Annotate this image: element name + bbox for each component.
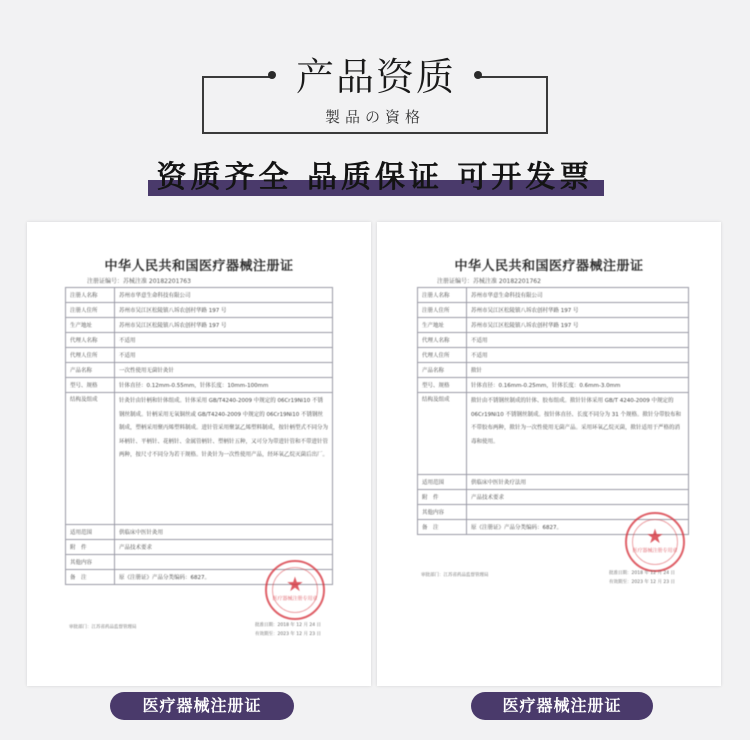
title-dot-right bbox=[474, 71, 482, 79]
row-value: 针体直径：0.12mm-0.55mm，针体长度：10mm-100mm bbox=[115, 378, 333, 393]
slogan: 资质齐全 品质保证 可开发票 bbox=[156, 160, 594, 195]
row-label: 附 件 bbox=[66, 540, 115, 555]
registration-number: 注册证编号：苏械注准 20182201762 bbox=[437, 278, 541, 285]
row-value: 不适用 bbox=[467, 333, 689, 348]
seal-star-icon: ★ bbox=[646, 524, 664, 548]
row-label: 型号、规格 bbox=[66, 378, 115, 393]
row-value: 针灸针由针柄和针体组成。针体采用 GB/T4240-2009 中规定的 06Cr19Ni10 不锈钢丝制成。针柄采用无氧铜丝或 GB/T4240-2009 中规定的 06Cr19Ni10 不锈钢丝制成，塑柄采用聚丙烯塑料制成。进针管采用聚氯乙烯塑料制成，按针柄型式不同分为环柄针、平柄针、花柄针、金属管柄针、塑柄针五种，又可分为带进针管和不带进针管两种，按尺寸不同分为若干规格。针灸针为一次性使用产品，经环氧乙烷灭菌后出厂。 bbox=[115, 393, 333, 525]
row-value: 供临床中医针灸疗法用 bbox=[467, 475, 689, 490]
certificate-table bbox=[417, 287, 689, 535]
row-label: 注册人住所 bbox=[418, 303, 467, 318]
row-label: 生产地址 bbox=[418, 318, 467, 333]
row-value: 不适用 bbox=[467, 348, 689, 363]
certificate-document-right bbox=[377, 222, 721, 686]
row-value: 一次性使用无菌针灸针 bbox=[115, 363, 333, 378]
row-value: 不适用 bbox=[115, 348, 333, 363]
certificate-card-right bbox=[377, 222, 721, 686]
caption-left: 医疗器械注册证 bbox=[110, 692, 294, 720]
issuer: 审批部门：江苏省药品监督管理局 bbox=[69, 625, 137, 630]
certificate-table bbox=[65, 287, 333, 585]
title-dot-left bbox=[268, 71, 276, 79]
row-label: 适用范围 bbox=[418, 475, 467, 490]
approval-date: 批准日期：2018 年 12 月 24 日 bbox=[255, 623, 322, 628]
row-label: 注册人名称 bbox=[418, 288, 467, 303]
row-label: 备 注 bbox=[418, 520, 467, 535]
certificate-title: 中华人民共和国医疗器械注册证 bbox=[104, 259, 294, 274]
seal-text: 医疗器械注册专用章 bbox=[272, 596, 318, 602]
section-title: 产品资质 bbox=[295, 55, 456, 99]
row-value: 苏州市吴江区松陵镇八坼农创村华路 197 号 bbox=[467, 303, 689, 318]
row-label: 产品名称 bbox=[418, 363, 467, 378]
approval-date: 批准日期：2018 年 12 月 24 日 bbox=[609, 571, 676, 576]
row-value: 不适用 bbox=[115, 333, 333, 348]
seal-star-icon: ★ bbox=[286, 572, 304, 596]
row-value: 苏州市吴江区松陵镇八坼农创村华路 197 号 bbox=[467, 318, 689, 333]
row-label: 型号、规格 bbox=[418, 378, 467, 393]
row-value: 苏州市吴江区松陵镇八坼农创村华路 197 号 bbox=[115, 303, 333, 318]
certificate-document-left bbox=[27, 222, 371, 686]
row-label: 其他内容 bbox=[418, 505, 467, 520]
row-value: 原《注册证》产品分类编码：6827。 bbox=[467, 520, 689, 535]
row-label: 产品名称 bbox=[66, 363, 115, 378]
title-line-left bbox=[202, 76, 272, 78]
official-seal-stamp bbox=[265, 560, 325, 620]
row-value: 供临床中医针灸用 bbox=[115, 525, 333, 540]
row-label: 结构及组成 bbox=[66, 393, 115, 525]
row-value: 揿针由不锈钢丝制成的针体、胶布组成。揿针针体采用 GB/T 4240-2009 中规定的 06Cr19Ni10 不锈钢丝制成。按针体直径、长度不同分为 31 个规格。揿针分带胶布和不带胶布两种，揿针为一次性使用无菌产品。采用环氧乙烷灭菌，揿针适用于严格的消毒和使用。 bbox=[467, 393, 689, 475]
row-value: 产品技术要求 bbox=[115, 540, 333, 555]
row-label: 适用范围 bbox=[66, 525, 115, 540]
row-label: 结构及组成 bbox=[418, 393, 467, 475]
row-label: 代理人住所 bbox=[66, 348, 115, 363]
row-value: 苏州市华意生命科技有限公司 bbox=[115, 288, 333, 303]
row-value: 产品技术要求 bbox=[467, 490, 689, 505]
issuer: 审批部门：江苏省药品监督管理局 bbox=[421, 573, 489, 578]
valid-until: 有效期至：2023 年 12 月 23 日 bbox=[609, 580, 676, 585]
row-value: 苏州市吴江区松陵镇八坼农创村华路 197 号 bbox=[115, 318, 333, 333]
row-value: 针体直径：0.16mm-0.25mm，针体长度：0.6mm-3.0mm bbox=[467, 378, 689, 393]
row-label: 代理人住所 bbox=[418, 348, 467, 363]
caption-right: 医疗器械注册证 bbox=[471, 692, 653, 720]
row-value: 苏州市华意生命科技有限公司 bbox=[467, 288, 689, 303]
valid-until: 有效期至：2023 年 12 月 23 日 bbox=[255, 632, 322, 637]
section-subtitle: 製品の資格 bbox=[324, 108, 425, 126]
row-label: 代理人名称 bbox=[418, 333, 467, 348]
row-value: 原《注册证》产品分类编码：6827。 bbox=[115, 570, 333, 585]
registration-number: 注册证编号：苏械注准 20182201763 bbox=[87, 278, 191, 285]
row-label: 生产地址 bbox=[66, 318, 115, 333]
certificate-title: 中华人民共和国医疗器械注册证 bbox=[454, 259, 644, 274]
title-line-right bbox=[478, 76, 548, 78]
row-label: 代理人名称 bbox=[66, 333, 115, 348]
row-label: 备 注 bbox=[66, 570, 115, 585]
seal-text: 医疗器械注册专用章 bbox=[632, 548, 678, 554]
row-value: 揿针 bbox=[467, 363, 689, 378]
row-label: 附 件 bbox=[418, 490, 467, 505]
row-label: 注册人住所 bbox=[66, 303, 115, 318]
row-label: 注册人名称 bbox=[66, 288, 115, 303]
row-label: 其他内容 bbox=[66, 555, 115, 570]
certificate-card-left bbox=[27, 222, 371, 686]
official-seal-stamp bbox=[625, 512, 685, 572]
